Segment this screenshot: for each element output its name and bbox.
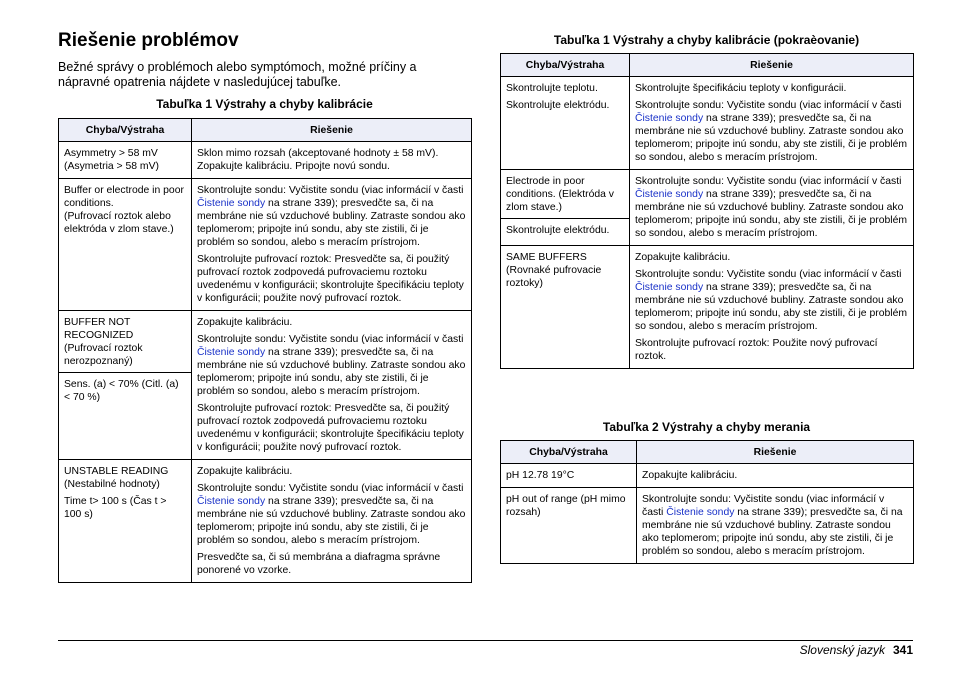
- table1-header-solution: Riešenie: [192, 119, 472, 142]
- cleaning-link[interactable]: Čistenie sondy: [197, 496, 266, 507]
- error-cell: Electrode in poor conditions. (Elektróda v zlom stave.) Skontrolujte elektródu.: [501, 170, 630, 246]
- error-cell: SAME BUFFERS (Rovnaké pufrovacie roztoky): [501, 246, 630, 369]
- solution-cell: Zopakujte kalibráciu.: [637, 464, 914, 488]
- table2-caption: Tabuľka 2 Výstrahy a chyby merania: [602, 420, 811, 434]
- cleaning-link[interactable]: Čistenie sondy: [197, 198, 266, 209]
- cleaning-link[interactable]: Čistenie sondy: [666, 507, 735, 518]
- table-row: [501, 246, 914, 369]
- table-row: [501, 464, 914, 488]
- table-row: [501, 488, 914, 564]
- table-row: [501, 170, 914, 246]
- solution-cell: Skontrolujte sondu: Vyčistite sondu (viac informácií v časti Čistenie sondy na strane 339); presvedčte sa, či na membráne nie sú vzduchové bubliny. Zatraste sondou ako teplomerom; pripojte inú sondu, aby ste zistili, či je problém so sondou, alebo s meracím prístrojom. Skontrolujte pufrovací roztok: Presvedčte sa, či použitý pufrovací roztok zodpovedá pufrovaciemu roztoku uvedenému v konfigurácii; skontrolujte špecifikáciu teploty v konfigurácii; použite nový pufrovací roztok.: [192, 179, 472, 311]
- cleaning-link[interactable]: Čistenie sondy: [635, 282, 704, 293]
- page-number: 341: [892, 643, 913, 657]
- table2-header-error: Chyba/Výstraha: [501, 441, 637, 464]
- table-row: [59, 142, 472, 179]
- error-cell: Buffer or electrode in poor conditions. (Pufrovací roztok alebo elektróda v zlom stave.): [59, 179, 192, 311]
- table1-continued: [500, 53, 914, 369]
- solution-cell: Sklon mimo rozsah (akceptované hodnoty ± 58 mV). Zopakujte kalibráciu. Pripojte novú sondu.: [192, 142, 472, 179]
- table1-header-error: Chyba/Výstraha: [59, 119, 192, 142]
- error-cell: BUFFER NOT RECOGNIZED (Pufrovací roztok nerozpoznaný) Sens. (a) < 70% (Citl. (a) < 70 %): [59, 311, 192, 460]
- error-cell: Skontrolujte teplotu. Skontrolujte elektródu.: [501, 77, 630, 170]
- error-cell: pH 12.78 19°C: [501, 464, 637, 488]
- table1-cont-caption: Tabuľka 1 Výstrahy a chyby kalibrácie (pokraèovanie): [553, 33, 860, 47]
- table1: [58, 118, 472, 583]
- table-row: [59, 179, 472, 311]
- solution-cell: Skontrolujte sondu: Vyčistite sondu (viac informácií v časti Čistenie sondy na strane 339); presvedčte sa, či na membráne nie sú vzduchové bubliny. Zatraste sondou ako teplomerom; pripojte inú sondu, aby ste zistili, či je problém so sondou, alebo s meracím prístrojom.: [630, 170, 914, 246]
- error-cell: pH out of range (pH mimo rozsah): [501, 488, 637, 564]
- page-footer: [800, 643, 913, 657]
- table-row: [59, 311, 472, 460]
- table-row: [501, 77, 914, 170]
- error-cell: Asymmetry > 58 mV (Asymetria > 58 mV): [59, 142, 192, 179]
- solution-cell: Zopakujte kalibráciu. Skontrolujte sondu: Vyčistite sondu (viac informácií v časti Čistenie sondy na strane 339); presvedčte sa, či na membráne nie sú vzduchové bubliny. Zatraste sondou ako teplomerom; pripojte inú sondu, aby ste zistili, či je problém so sondou, alebo s meracím prístrojom. Presvedčte sa, či sú membrána a diafragma správne ponorené vo vzorke.: [192, 460, 472, 583]
- intro-paragraph: Bežné správy o problémoch alebo symptómoch, možné príčiny a nápravné opatrenia nájdete v nasledujúcej tabuľke.: [58, 60, 417, 89]
- page-title: Riešenie problémov: [58, 30, 239, 51]
- footer-divider: [58, 640, 913, 641]
- table1-cont-header-solution: Riešenie: [630, 54, 914, 77]
- cleaning-link[interactable]: Čistenie sondy: [635, 189, 704, 200]
- table1-caption: Tabuľka 1 Výstrahy a chyby kalibrácie: [156, 97, 373, 111]
- solution-cell: Zopakujte kalibráciu. Skontrolujte sondu: Vyčistite sondu (viac informácií v časti Čistenie sondy na strane 339); presvedčte sa, či na membráne nie sú vzduchové bubliny. Zatraste sondou ako teplomerom; pripojte inú sondu, aby ste zistili, či je problém so sondou, alebo s meracím prístrojom. Skontrolujte pufrovací roztok: Použite nový pufrovací roztok.: [630, 246, 914, 369]
- table2-header-solution: Riešenie: [637, 441, 914, 464]
- cleaning-link[interactable]: Čistenie sondy: [635, 113, 704, 124]
- footer-language: Slovenský jazyk: [799, 643, 885, 657]
- table-row: [59, 460, 472, 583]
- solution-cell: Zopakujte kalibráciu. Skontrolujte sondu: Vyčistite sondu (viac informácií v časti Čistenie sondy na strane 339); presvedčte sa, či na membráne nie sú vzduchové bubliny. Zatraste sondou ako teplomerom; pripojte inú sondu, aby ste zistili, či je problém so sondou, alebo s meracím prístrojom. Skontrolujte pufrovací roztok: Presvedčte sa, či použitý pufrovací roztok zodpovedá pufrovaciemu roztoku uvedenému v konfigurácii; skontrolujte špecifikáciu teploty v konfigurácii; použite nový pufrovací roztok.: [192, 311, 472, 460]
- cleaning-link[interactable]: Čistenie sondy: [197, 347, 266, 358]
- table2: [500, 440, 914, 564]
- table1-cont-header-error: Chyba/Výstraha: [501, 54, 630, 77]
- solution-cell: Skontrolujte špecifikáciu teploty v konfigurácii. Skontrolujte sondu: Vyčistite sondu (viac informácií v časti Čistenie sondy na strane 339); presvedčte sa, či na membráne nie sú vzduchové bubliny. Zatraste sondou ako teplomerom; pripojte inú sondu, aby ste zistili, či je problém so sondou, alebo s meracím prístrojom.: [630, 77, 914, 170]
- solution-cell: Skontrolujte sondu: Vyčistite sondu (viac informácií v časti Čistenie sondy na strane 339); presvedčte sa, či na membráne nie sú vzduchové bubliny. Zatraste sondou ako teplomerom; pripojte inú sondu, aby ste zistili, či je problém so sondou, alebo s meracím prístrojom.: [637, 488, 914, 564]
- error-cell: UNSTABLE READING (Nestabilné hodnoty) Time t> 100 s (Čas t > 100 s): [59, 460, 192, 583]
